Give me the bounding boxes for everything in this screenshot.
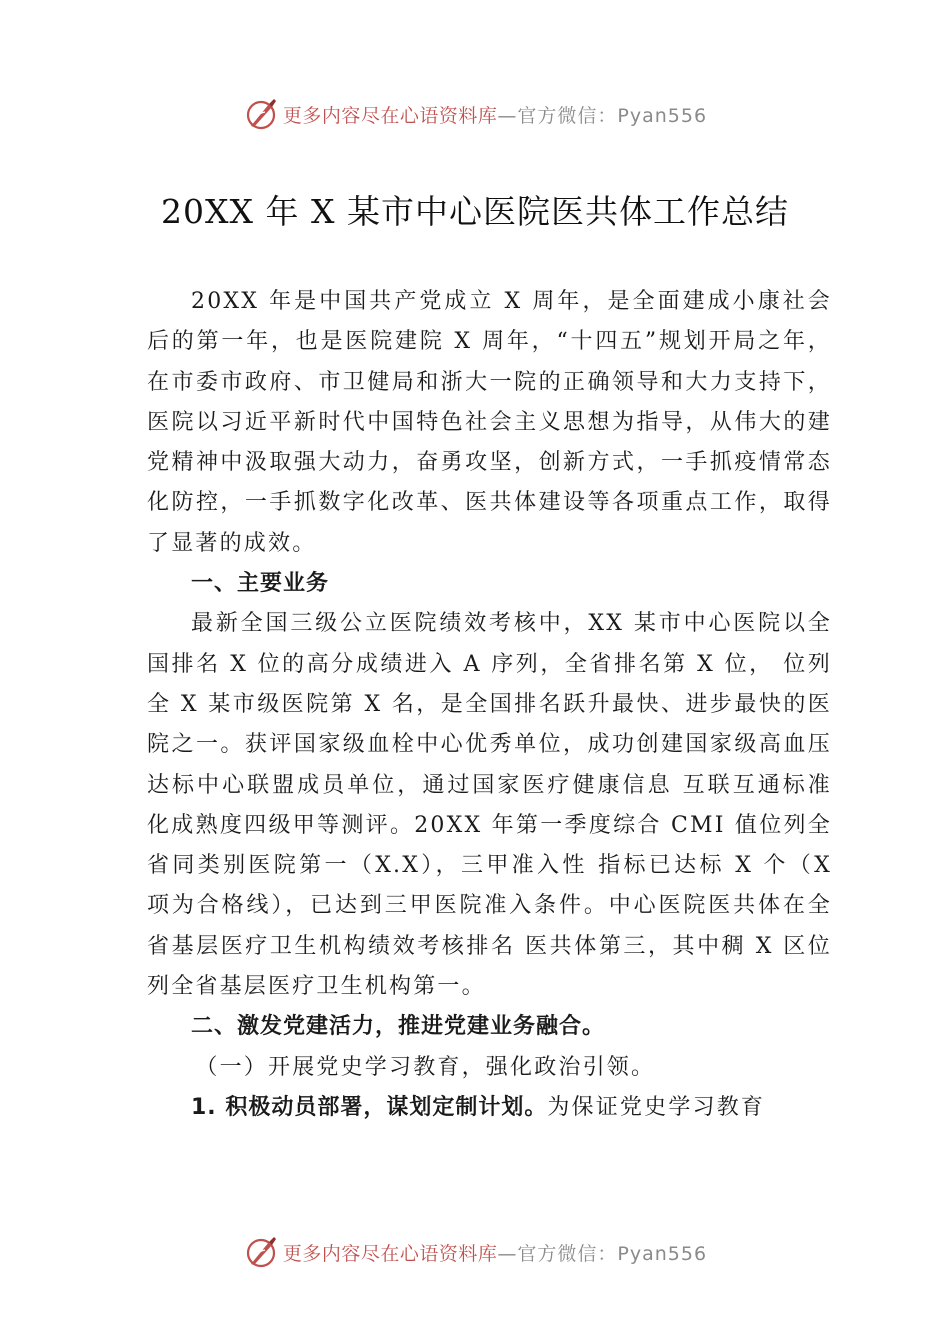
banner-red-text: 更多内容尽在心语资料库 <box>282 104 498 127</box>
business-paragraph: 最新全国三级公立医院绩效考核中，XX 某市中心医院以全国排名 X 位的高分成绩进入 A 序列，全省排名第 X 位， 位列全 X 某市级医院第 X 名，是全国排名跃升最快、进步最快的医院之一。获评国家级血栓中心优秀单位，成功创建国家级高血压达标中心联盟成员单位，通过国家医疗健康信息 互联互通标准化成熟度四级甲等测评。20XX 年第一季度综合 CMI 值位列全省同类别医院第一（X.X），三甲准入性 指标已达标 X 个（X 项为合格线），已达到三甲医院准入条件。中心医院医共体在全省基层医疗卫生机构绩效考核排名 医共体第三，其中稠 X 区位列全省基层医疗卫生机构第一。 <box>147 611 832 1000</box>
banner-red-text: 更多内容尽在心语资料库 <box>282 1242 498 1265</box>
intro-paragraph: 20XX 年是中国共产党成立 X 周年，是全面建成小康社会后的第一年，也是医院建院 X 周年，“十四五”规划开局之年，在市委市政府、市卫健局和浙大一院的正确领导和大力支持下，医院以习近平新时代中国特色社会主义思想为指导，从伟大的建党精神中汲取强大动力，奋勇攻坚，创新方式，一手抓疫情常态化防控，一手抓数字化改革、医共体建设等各项重点工作，取得了显著的成效。 <box>147 289 832 556</box>
header-watermark-banner <box>0 94 950 134</box>
list-item-text: 为保证党史学习教育 <box>547 1094 766 1120</box>
list-item-title: 1. 积极动员部署，谋划定制计划。 <box>191 1094 548 1120</box>
list-item <box>147 1088 832 1128</box>
document-title: 20XX 年 X 某市中心医院医共体工作总结 <box>161 192 789 231</box>
section-heading-main-business: 一、主要业务 <box>191 571 330 597</box>
banner-grey-text: —官方微信：Pyan556 <box>497 104 708 127</box>
footer-watermark-banner <box>0 1232 950 1272</box>
banner-grey-text: —官方微信：Pyan556 <box>497 1242 708 1265</box>
pen-quill-icon <box>243 96 279 132</box>
document-body <box>147 282 832 1128</box>
subsection-heading-party-history: （一）开展党史学习教育，强化政治引领。 <box>195 1054 656 1080</box>
pen-quill-icon <box>243 1234 279 1270</box>
section-heading-party-building: 二、激发党建活力，推进党建业务融合。 <box>191 1014 606 1040</box>
